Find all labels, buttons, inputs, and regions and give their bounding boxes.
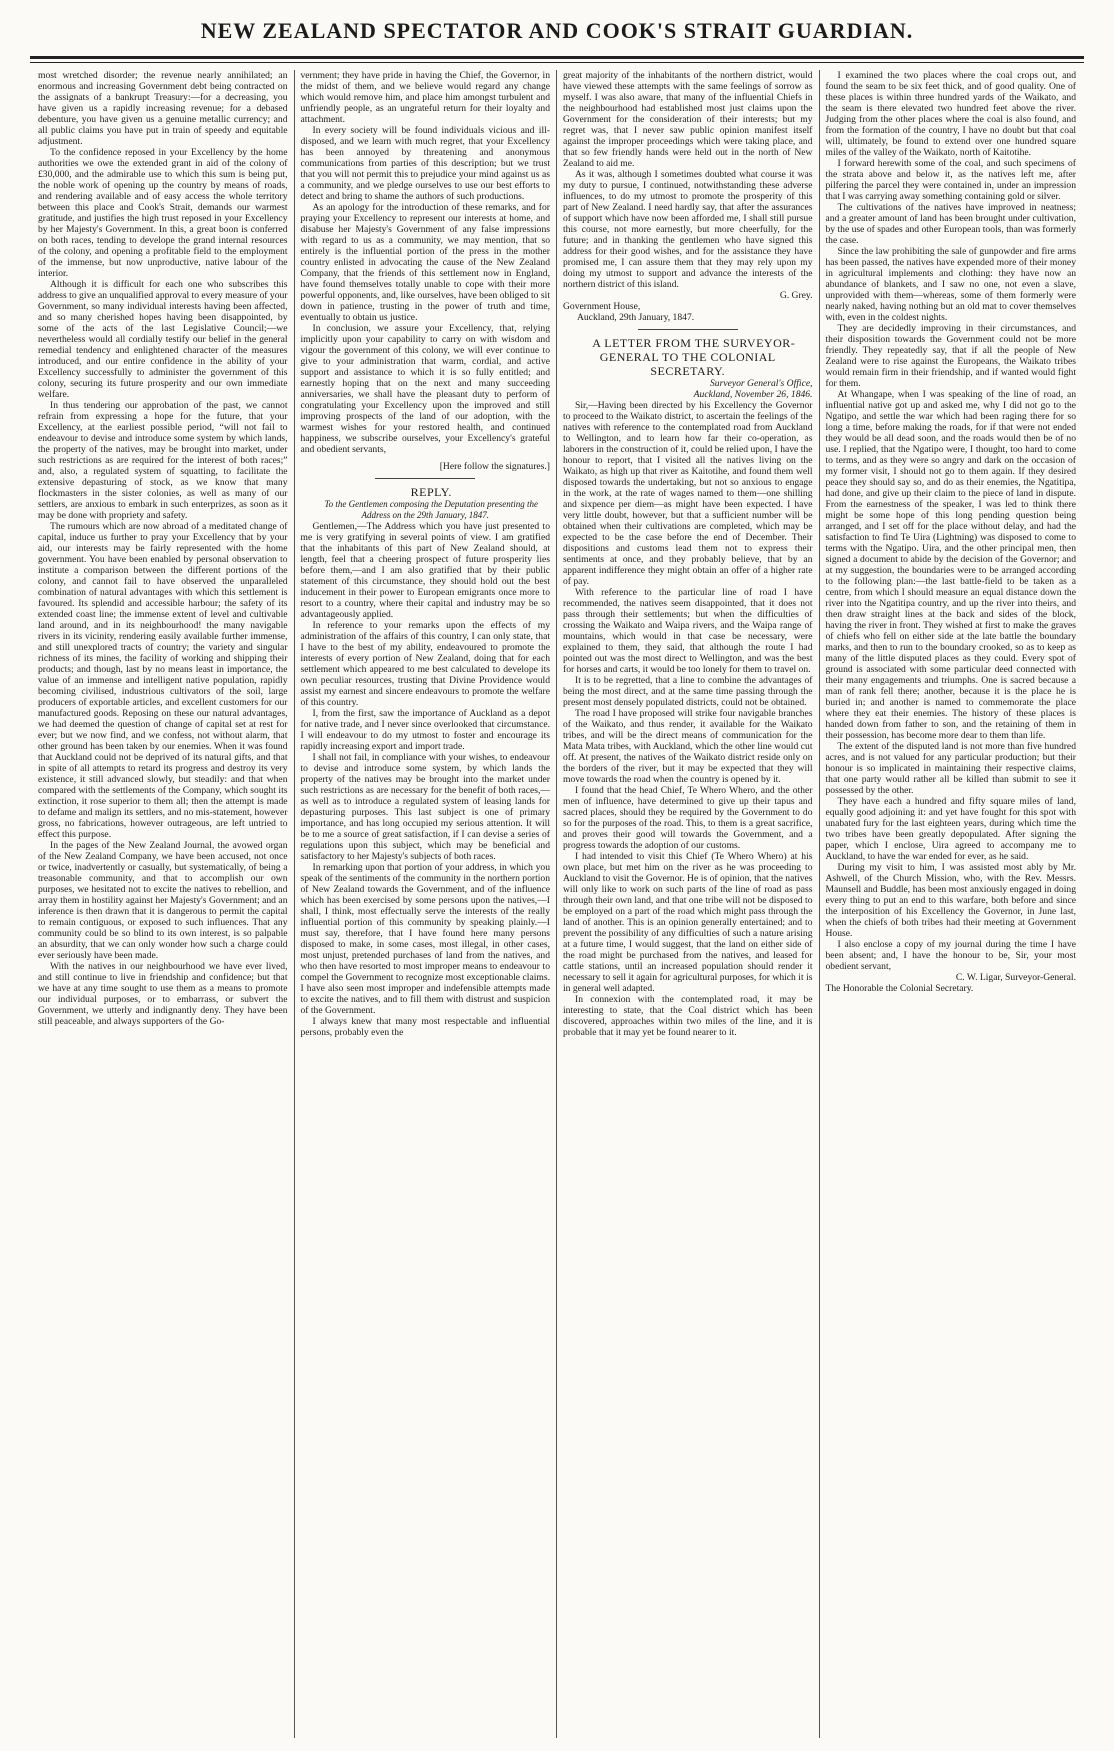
column-4 — [820, 70, 1083, 1738]
reply-heading: REPLY. — [410, 485, 452, 499]
signature-grey: G. Grey. — [779, 290, 813, 301]
office-line: Surveyor General's Office, — [710, 378, 813, 389]
addressee-line: The Honorable the Colonial Secretary. — [825, 983, 974, 994]
column-2 — [295, 70, 558, 1738]
paragraph: The rumours which are now abroad of a meditated change of capital, induce us further to pray your Excellency that by your aid, our interests may be fairly represented with the home government. You have been enabled by personal observation to institute a comparison between the different portions of the colony, and cannot fail to have observed the unparalleled combination of natural advantages with which this settlement is favoured. Its splendid and accessible harbour; the safety of its extended coast line; the immense extent of level and cultivable land around, and in its neighbourhood! the many navigable rivers in its vicinity, rendering easily available further immense, and still unexplored tracts of country; the variety and singular richness of its mines, the facility of working and shipping their products; and though, last by no means least in importance, the value of an immense and intelligent native population, rapidly becoming civilised, industrious cultivators of the soil, large producers of exportable articles, and excellent customers for our manufactured goods. Reposing on these our natural advantages, we had deemed the question of change of capital set at rest for ever; but we now find, and we confess, not without alarm, that other ground has been taken by our enemies. When it was found that Auckland could not be deprived of its natural gifts, and that in spite of all attempts to retard its progress and destroy its very existence, it still advanced slowly, but steadily: and that when compared with the settlements of the Company, which sought its extinction, it rose superior to them all; then the attempt is made to defame and malign its settlers, and no mis-statement, however gross, no fabrications, however outrageous, are left untried to effect this purpose. — [38, 521, 288, 840]
paragraph: great majority of the inhabitants of the northern district, would have viewed these attempts with the same feelings of sorrow as myself. I was also aware, that many of the influential Chiefs in the neighbourhood had established most just claims upon the Government for the consideration of their interests; but my regret was, that I never saw public opinion manifest itself against the improper proceedings which were taking place, and that so few friendly hands were held out in the north of New Zealand to aid me. — [563, 70, 813, 169]
masthead-rule-thin — [30, 62, 1084, 63]
reply-subheading: To the Gentlemen composing the Deputation presenting the Address on the 29th January, 1847. — [324, 499, 539, 520]
paragraph: I found that the head Chief, Te Whero Whero, and the other men of influence, have determined to give up their tapus and sacred places, should they be required by the Government to do so for the purposes of the road. This, to them is a great sacrifice, and proves their good will towards the Government, and a progress towards the adoption of our customs. — [563, 785, 813, 851]
section-rule — [375, 478, 475, 479]
paragraph: I forward herewith some of the coal, and such specimens of the strata above and below it, as the natives left me, after pilfering the parcel they were contained in, under an impression that I was carrying away something containing gold or silver. — [825, 158, 1076, 202]
signature-ligar: C. W. Ligar, Surveyor-General. — [955, 972, 1076, 983]
paragraph: I, from the first, saw the importance of Auckland as a depot for native trade, and I never since overlooked that circumstance. I will endeavour to do my utmost to foster and encourage its rapidly increasing export and import trade. — [300, 708, 550, 752]
paragraph: vernment; they have pride in having the Chief, the Governor, in the midst of them, and we believe would regard any change which would remove him, and place him amongst turbulent and unfriendly people, as an ungrateful return for their loyalty and attachment. — [300, 70, 550, 125]
paragraph: They have each a hundred and fifty square miles of land, equally good adjoining it: and yet have fought for this spot with unabated fury for the last eighteen years, during which time the two tribes have been greatly depopulated. After signing the paper, which I enclose, Uira agreed to accompany me to Auckland, to have the war ended for ever, as he said. — [825, 796, 1076, 862]
paragraph: As an apology for the introduction of these remarks, and for praying your Excellency to represent our interests at home, and disabuse her Majesty's Government of any false impressions with regard to us as a community, we may mention, that so entirely is the influential portion of the press in the mother country enlisted in advocating the cause of the New Zealand Company, that the friends of this settlement now in England, have found themselves totally unable to cope with their more powerful opponents, and, like ourselves, have been obliged to sit down in patience, trusting in the power of truth and time, eventually to obtain us justice. — [300, 202, 550, 323]
paragraph: I shall not fail, in compliance with your wishes, to endeavour to devise and introduce some system, by which lands the property of the natives may be brought into the market under such restrictions as are necessary for the benefit of both races,—as well as to introduce a regulated system of leasing lands for depasturing purposes. This last subject is one of primary importance, and has long occupied my serious attention. It will be to me a source of great satisfaction, if I can devise a series of regulations upon this subject, which may be beneficial and satisfactory to her Majesty's subjects of both races. — [300, 752, 550, 862]
paragraph: To the confidence reposed in your Excellency by the home authorities we owe the extended grant in aid of the colony of £30,000, and the admirable use to which this sum is being put, the noble work of opening up the country by means of roads, and rendering available and of easy access the whole territory between this place and Cook's Strait, demands our warmest gratitude, and justifies the high trust reposed in your Excellency by her Majesty's Government. In this, a great boon is conferred on both races, tending to develope the grand internal resources of the colony, and opening a profitable field to the employment of the immense, but now unproductive, native labour of the interior. — [38, 147, 288, 279]
paragraph: most wretched disorder; the revenue nearly annihilated; an enormous and increasing Government debt being contracted on the assignats of a bankrupt Treasury:—for a decreasing, you have given us a rapidly increasing revenue; for a debased debenture, you have given us a genuine metallic currency; and all public claims you have put in train of speedy and equitable adjustment. — [38, 70, 288, 147]
column-1 — [32, 70, 295, 1738]
masthead-rule — [30, 56, 1084, 59]
paragraph: It is to be regretted, that a line to combine the advantages of being the most direct, and at the same time passing through the present most densely populated districts, could not be obtained. — [563, 675, 813, 708]
paragraph: As it was, although I sometimes doubted what course it was my duty to pursue, I continued, notwithstanding these adverse influences, to do my utmost to promote the prosperity of this part of New Zealand. I need hardly say, that after the assurances of support which have now been afforded me, I shall still pursue this course, not more earnestly, but more cheerfully, for the future; and in thanking the gentlemen who have signed this address for their good wishes, and for the assistance they have promised me, I can assure them that they may rely upon my doing my utmost to support and advance the interests of the northern district of this island. — [563, 169, 813, 290]
paragraph: Since the law prohibiting the sale of gunpowder and fire arms has been passed, the natives have expended more of their money in agricultural implements and clothing: they have now an abundance of blankets, and I saw no one, not even a slave, unprovided with them—whereas, some of them formerly were nearly naked, having nothing but an old mat to cover themselves with, even in the coldest nights. — [825, 246, 1076, 323]
paragraph: In remarking upon that portion of your address, in which you speak of the sentiments of the community in the northern portion of New Zealand towards the Government, and of the influence which has been exercised by some persons upon the natives,—I shall, I think, most effectually serve the interests of the really influential portion of this community by speaking plainly.—I must say, therefore, that I have found here many persons disposed to make, in some cases, most illegal, in other cases, most unjust, pretended purchases of land from the natives, and who then have resorted to most improper means to endeavour to compel the Government to recognize most exceptionable claims. I have also seen most improper and indefensible attempts made to excite the natives, and to fill them with distrust and suspicion of the Government. — [300, 862, 550, 1016]
paragraph: They are decidedly improving in their circumstances, and their disposition towards the Government could not be more friendly. They repeatedly say, that if all the people of New Zealand were to rise against the Europeans, the Waikato tribes would remain firm in their friendship, and if wanted would fight for them. — [825, 323, 1076, 389]
date-line: Auckland, 29th January, 1847. — [577, 312, 695, 323]
masthead: NEW ZEALAND SPECTATOR AND COOK'S STRAIT GUARDIAN. — [200, 18, 914, 43]
paragraph: I had intended to visit this Chief (Te Whero Whero) at his own place, but met him on the river as he was proceeding to Auckland to visit the Governor. He is of opinion, that the natives will only like to work on such parts of the line of road as pass through their own land, and that one tribe will not be disposed to be employed on a part of the road which might pass through the land of another. This is an opinion generally entertained; and to prevent the possibility of any difficulties of such a nature arising at a future time, I would suggest, that the land on either side of the road might be purchased from the natives, and leased for cattle stations, until an increased population should render it necessary to sell it again for agricultural purposes, for which it is in general well adapted. — [563, 851, 813, 994]
paragraph: During my visit to him, I was assisted most ably by Mr. Ashwell, of the Church Mission, who, with the Rev. Messrs. Maunsell and Buddle, has been most anxiously engaged in doing every thing to put an end to this warfare, both before and since the interposition of his Excellency the Governor, in June last, when the chiefs of both tribes had their meeting at Government House. — [825, 862, 1076, 939]
paragraph: I also enclose a copy of my journal during the time I have been absent; and, I have the honour to be, Sir, your most obedient servant, — [825, 939, 1076, 972]
place-line: Government House, — [563, 301, 641, 312]
section-rule — [638, 329, 738, 330]
paragraph: Sir,—Having been directed by his Excellency the Governor to proceed to the Waikato district, to ascertain the feelings of the natives with reference to the contemplated road from Auckland to Wellington, and to learn how far their co-operation, as laborers in the construction of it, could be relied upon, I have the honour to report, that I visited all the natives living on the Waikato, as high up that river as Kaitotihe, and found them well disposed towards the undertaking, but not so anxious to engage in the work, at the rate of wages named to them—one shilling and sixpence per diem—as might have been expected. I have very little doubt, however, but that a sufficient number will be obtained when their cultivations are completed, which may be expected to be the case before the end of December. Their dispositions and customs lead them not to express their sentiments at once, and they probably believe, that by an apparent indifference they might obtain an offer of a higher rate of pay. — [563, 400, 813, 587]
letter-heading: A LETTER FROM THE SURVEYOR-GENERAL TO THE COLONIAL SECRETARY. — [592, 336, 796, 378]
paragraph: The cultivations of the natives have improved in neatness; and a greater amount of land has been brought under cultivation, by the use of spades and other European tools, than was formerly the case. — [825, 202, 1076, 246]
paragraph: In conclusion, we assure your Excellency, that, relying implicitly upon your capability to carry on with wisdom and vigour the government of this colony, we will ever continue to give to your administration that warm, cordial, and active support and assistance to which it is so fully entitled; and earnestly hoping that on the next and many succeeding anniversaries, we shall have the pleasant duty to perform of congratulating your Excellency upon the improved and still improving prospects of the land of our adoption, with the warmest wishes for your restored health, and continued happiness, we subscribe ourselves, your Excellency's grateful and obedient servants, — [300, 323, 550, 455]
paragraph: In reference to your remarks upon the effects of my administration of the affairs of this country, I can only state, that I have to the best of my ability, endeavoured to promote the interests of every portion of New Zealand, doing that for each settlement which appeared to me best calculated to develope its own peculiar resources, trusting that Divine Providence would assist my earnest and sincere endeavours to promote the welfare of this country. — [300, 620, 550, 708]
paragraph: In thus tendering our approbation of the past, we cannot refrain from expressing a hope for the future, that your Excellency, at the earliest possible period, “will not fail to endeavour to devise and introduce some system by which lands, the property of the natives, may be brought into market, under such restrictions as are required for the interest of both races;” and, also, a regulated system of squatting, to facilitate the extensive depasturing of stock, as we know that many flockmasters in the sister colonies, as well as many of our settlers, are anxious to embark in such enterprizes, as soon as it may be done with propriety and safety. — [38, 400, 288, 521]
paragraph: The extent of the disputed land is not more than five hundred acres, and is not valued for any particular production; but their honour is so implicated in maintaining their respective claims, that one party would rather all be killed than submit to see it possessed by the other. — [825, 741, 1076, 796]
paragraph: I examined the two places where the coal crops out, and found the seam to be six feet thick, and of good quality. One of these places is within three hundred yards of the Waikato, and the seam is there elevated two hundred feet above the river. Judging from the other places where the coal is also found, and from the formation of the country, I have no doubt but that coal will, ultimately, be found to extend over one hundred square miles of the valley of the Waikato, north of Kaitotihe. — [825, 70, 1076, 158]
paragraph: With the natives in our neighbourhood we have ever lived, and still continue to live in friendship and confidence; but that we have at any time sought to use them as a means to promote our individual purposes, or to embarrass, or subvert the Government, we utterly and indignantly deny. They have been still peaceable, and always supporters of the Go- — [38, 961, 288, 1027]
paragraph: I always knew that many most respectable and influential persons, probably even the — [300, 1016, 550, 1038]
paragraph: Although it is difficult for each one who subscribes this address to give an unqualified approval to every measure of your Government, so many individual interests having been affected, and so many cherished hopes having been disappointed, by some of the acts of the last Legislative Council;—we nevertheless would all cordially testify our belief in the general remedial tendency and enlightened character of the measures introduced, and our entire confidence in the ability of your Excellency successfully to administer the government of this colony, securing its future prosperity and our own immediate welfare. — [38, 279, 288, 400]
paragraph: The road I have proposed will strike four navigable branches of the Waikato, and thus render, it available for the Waikato tribes, and will be the direct means of communication for the Mata Mata tribes, with Auckland, which the other line would cut off. At present, the natives of the Waikato district reside only on the borders of the river, but it may be expected that they will move towards the road when the country is opened by it. — [563, 708, 813, 785]
paragraph: In every society will be found individuals vicious and ill-disposed, and we learn with much regret, that your Excellency has been annoyed by threatening and anonymous communications from parties of this description; but we trust that you will not permit this to prejudice your mind against us as a community, and we pledge ourselves to use our best efforts to detect and bring to shame the authors of such productions. — [300, 125, 550, 202]
office-date: Auckland, November 26, 1846. — [693, 389, 813, 400]
paragraph: Gentlemen,—The Address which you have just presented to me is very gratifying in several points of view. I am gratified that the inhabitants of this part of New Zealand should, at length, feel that a cheering prospect of future prosperity lies before them,—and I am also gratified that by their public statement of this circumstance, they should hold out the best inducement in their power to European emigrants once more to resort to a country, where their capital and industry may be so advantageously applied. — [300, 521, 550, 620]
paragraph: With reference to the particular line of road I have recommended, the natives seem disappointed, that it does not pass through their settlements; but when the difficulties of crossing the Waikato and Waipa rivers, and the Waipa range of mountains, which would in that case be necessary, were explained to them, they said, that although the route I had pointed out was the most direct to Wellington, and was the best for horses and carts, it would be too lonely for them to travel on. — [563, 587, 813, 675]
signatures-note: [Here follow the signatures.] — [439, 461, 550, 472]
paragraph: In the pages of the New Zealand Journal, the avowed organ of the New Zealand Company, we have been accused, not once or twice, inadvertently or casually, but systematically, of being a treasonable community, and that to accomplish our own purposes, we hesitated not to excite the natives to rebellion, and array them in hostility against her Majesty's Government; and an inference is then drawn that it is dangerous to permit the capital to remain contiguous, or exposed to such influences. That any community could be so blind to its own interest, is so palpable an absurdity, that we can only wonder how such a charge could ever seriously have been made. — [38, 840, 288, 961]
paragraph: At Whangape, when I was speaking of the line of road, an influential native got up and asked me, why I did not go to the Ngatipo, and settle the war which had been raging there for so long a time, before making the roads, for if that were not ended they would be all dead soon, and the roads would then be of no use. I replied, that the Ngatipo were, I thought, too hard to come to terms, and as they were so angry and dark on the occasion of my former visit, I should not go to them again. If they desired peace they should say so, and do as their enemies, the Ngatitipa, had done, and give up their claim to the piece of land in dispute. From the earnestness of the speaker, I was led to think there might be some hope of this long pending question being arranged, and I set off for the place without delay, and had the satisfaction to find Te Uira (Lightning) was disposed to come to terms with the Ngatipo. Uira, and the other principal men, then signed a document to abide by the decision of the Governor; and at my suggestion, the boundaries were to be arranged according to the following plan:—the last battle-field to be taken as a centre, from which I should measure an equal distance down the river into the Ngatitipa country, and up the river into theirs, and then draw straight lines at the back and sides of the block, having the river in front. They wished at first to make the graves of chiefs who fell on either side at the late battle the boundary marks, and then to run to the boundary crooked, so as to keep as many of the little disputed places as they could. Every spot of ground is associated with some particular deed connected with their many engagements and triumphs. One is sacred because a man of rank fell there; another, because it is the place he is buried in; and another is named to commemorate the place where they eat their enemies. The history of these places is handed down from father to son, and the retaining of them in their possession, has become more dear to them than life. — [825, 389, 1076, 741]
paragraph: In connexion with the contemplated road, it may be interesting to state, that the Coal district which has been discovered, approaches within two miles of the line, and it is probable that it may yet be found nearer to it. — [563, 994, 813, 1038]
columns — [32, 70, 1082, 1738]
column-3 — [557, 70, 820, 1738]
